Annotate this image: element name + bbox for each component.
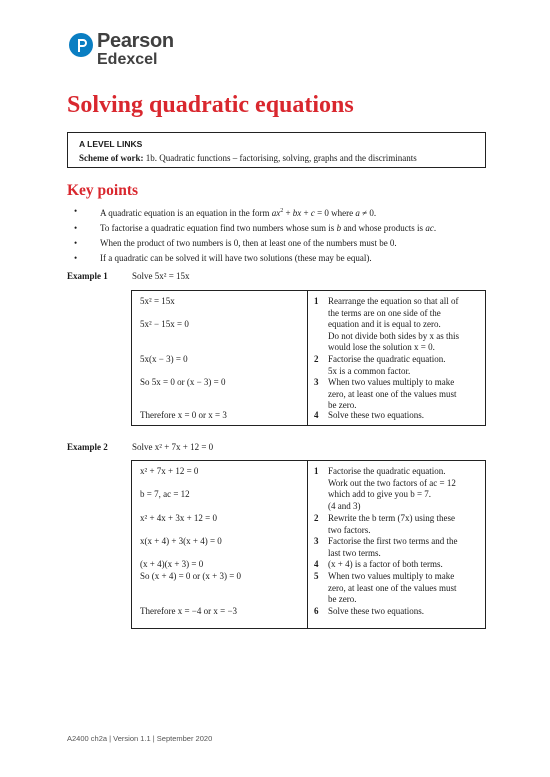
example2-label: Example 2: [67, 442, 108, 452]
example2-box: [131, 460, 486, 629]
work-line: x² + 7x + 12 = 0: [140, 466, 199, 476]
example1-prompt: Solve 5x² = 15x: [132, 271, 190, 281]
brand-sub: Edexcel: [97, 51, 158, 68]
bullet-icon: •: [74, 206, 78, 216]
bullet-icon: •: [74, 238, 78, 248]
page-footer: A2400 ch2a | Version 1.1 | September 2020: [67, 734, 213, 743]
step-number: 5: [314, 571, 319, 581]
work-line: 5x² = 15x: [140, 296, 175, 306]
column-divider: [307, 461, 308, 628]
work-line: So 5x = 0 or (x − 3) = 0: [140, 377, 226, 387]
pearson-logo-icon: [69, 33, 93, 57]
key-points-heading: Key points: [67, 182, 139, 199]
key-points-list: [74, 204, 514, 266]
step-text: Rewrite the b term (7x) using these two factors.: [328, 513, 455, 535]
scheme-label: Scheme of work:: [79, 153, 144, 163]
step-text: Factorise the quadratic equation. Work out the two factors of ac = 12 which add to give you b = 7. (4 and 3): [328, 466, 456, 511]
example1-box: [131, 290, 486, 426]
step-text: Factorise the first two terms and the last two terms.: [328, 536, 458, 558]
links-heading: A LEVEL LINKS: [79, 139, 143, 149]
work-line: b = 7, ac = 12: [140, 489, 190, 499]
step-number: 2: [314, 354, 319, 364]
list-item: • When the product of two numbers is 0, then at least one of the numbers must be 0.: [74, 236, 514, 251]
step-text: Solve these two equations.: [328, 410, 424, 420]
bullet-icon: •: [74, 253, 78, 263]
step-number: 4: [314, 410, 319, 420]
step-number: 1: [314, 466, 319, 476]
step-text: Solve these two equations.: [328, 606, 424, 616]
step-text: Factorise the quadratic equation. 5x is a common factor.: [328, 354, 446, 376]
example2-prompt: Solve x² + 7x + 12 = 0: [132, 442, 214, 452]
work-line: x² + 4x + 3x + 12 = 0: [140, 513, 218, 523]
step-number: 3: [314, 536, 319, 546]
bullet-icon: •: [74, 223, 78, 233]
step-number: 2: [314, 513, 319, 523]
brand-name: Pearson: [97, 30, 174, 52]
column-divider: [307, 291, 308, 425]
work-line: x(x + 4) + 3(x + 4) = 0: [140, 536, 222, 546]
list-item: • If a quadratic can be solved it will have two solutions (these may be equal).: [74, 251, 514, 266]
example1-label: Example 1: [67, 271, 108, 281]
work-line: 5x(x − 3) = 0: [140, 354, 188, 364]
step-text: When two values multiply to make zero, at least one of the values must be zero.: [328, 571, 457, 604]
work-line: (x + 4)(x + 3) = 0: [140, 559, 204, 569]
scheme-of-work: [79, 152, 417, 164]
list-item: • To factorise a quadratic equation find two numbers whose sum is b and whose products is ac.: [74, 221, 514, 236]
step-number: 4: [314, 559, 319, 569]
step-text: Rearrange the equation so that all of the terms are on one side of the equation and it is equal to zero. Do not divide both sides by x as this would lose the solution x = 0.: [328, 296, 459, 352]
step-number: 1: [314, 296, 319, 306]
scheme-text: 1b. Quadratic functions – factorising, solving, graphs and the discriminants: [143, 153, 417, 163]
page-title: Solving quadratic equations: [67, 92, 354, 118]
a-level-links-box: [67, 132, 486, 168]
work-line: 5x² − 15x = 0: [140, 319, 189, 329]
work-line: Therefore x = −4 or x = −3: [140, 606, 238, 616]
step-number: 6: [314, 606, 319, 616]
step-number: 3: [314, 377, 319, 387]
list-item: • A quadratic equation is an equation in the form $ax^2$ + bx + c = 0 where a ≠ 0.: [74, 206, 377, 218]
work-line: Therefore x = 0 or x = 3: [140, 410, 227, 420]
step-text: When two values multiply to make zero, at least one of the values must be zero.: [328, 377, 457, 410]
step-text: (x + 4) is a factor of both terms.: [328, 559, 443, 569]
work-line: So (x + 4) = 0 or (x + 3) = 0: [140, 571, 242, 581]
